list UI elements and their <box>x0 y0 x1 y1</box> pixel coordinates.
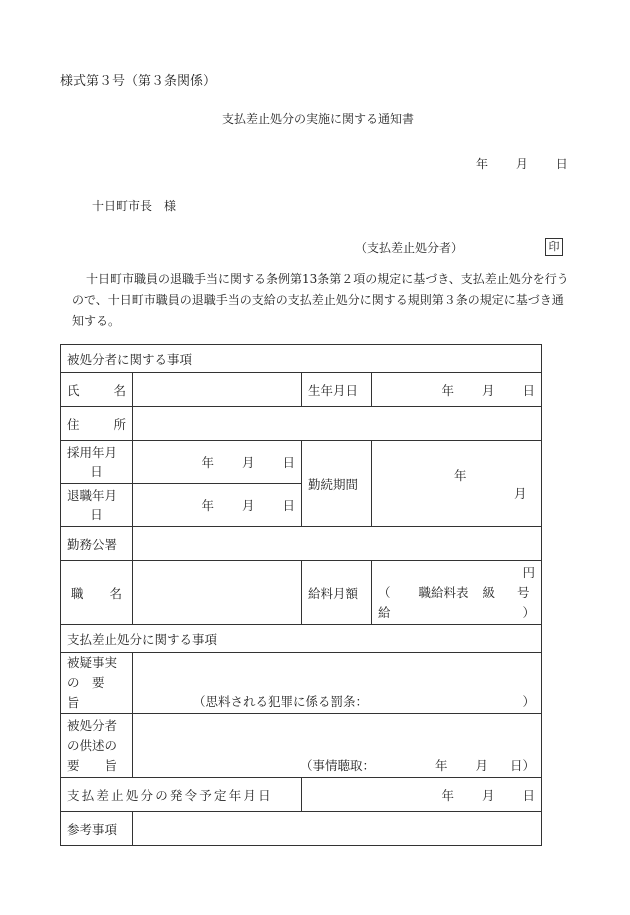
date-day: 日 <box>555 157 568 171</box>
section-subject-row <box>61 345 542 373</box>
workplace-label: 勤務公署 <box>61 527 133 561</box>
sender-label: （支払差止処分者） <box>355 241 464 255</box>
suspicion-field[interactable]: （思料される犯罪に係る罰条： ） <box>133 653 542 714</box>
position-field[interactable] <box>133 561 302 625</box>
service-period-field[interactable]: 年月 <box>372 441 542 527</box>
address-field[interactable] <box>133 407 542 441</box>
issue-date-row <box>61 778 542 812</box>
workplace-field[interactable] <box>133 527 542 561</box>
salary-label: 給料月額 <box>302 561 372 625</box>
suspicion-label: 被疑事実 の 要 旨 <box>61 653 133 714</box>
addressee: 十日町市長 様 <box>92 199 177 213</box>
birthdate-label: 生年月日 <box>302 373 372 407</box>
issue-date-field[interactable]: 年 月 日 <box>302 778 542 812</box>
address-label: 住 所 <box>61 407 133 441</box>
section-subject-heading: 被処分者に関する事項 <box>61 345 542 373</box>
remarks-label: 参考事項 <box>61 812 133 846</box>
workplace-row <box>61 527 542 561</box>
body-line: 知する。 <box>72 314 121 328</box>
issue-date-label: 支払差止処分の発令予定年月日 <box>61 778 302 812</box>
notice-form-table <box>60 344 542 846</box>
section-suspension-heading: 支払差止処分に関する事項 <box>61 625 542 653</box>
remarks-row <box>61 812 542 846</box>
statement-label: 被処分者 の供述の 要 旨 <box>61 714 133 778</box>
body-line: 十日町市職員の退職手当に関する条例第13条第２項の規定に基づき、支払差止処分を行う <box>86 272 569 286</box>
hire-date-row <box>61 441 542 484</box>
service-period-label: 勤続期間 <box>302 441 372 527</box>
document-title: 支払差止処分の実施に関する通知書 <box>222 112 415 126</box>
statement-row <box>61 714 542 778</box>
section-suspension-row <box>61 625 542 653</box>
name-field[interactable] <box>133 373 302 407</box>
position-row <box>61 561 542 625</box>
retire-date-label: 退職年月 日 <box>61 484 133 527</box>
address-row <box>61 407 542 441</box>
birthdate-field[interactable]: 年 月 日 <box>372 373 542 407</box>
name-row <box>61 373 542 407</box>
date-year: 年 <box>476 157 489 171</box>
seal-mark: 印 <box>545 238 563 256</box>
statement-field[interactable]: （事情聴取： 年 月 日） <box>133 714 542 778</box>
retire-date-field[interactable]: 年 月 日 <box>133 484 302 527</box>
salary-field[interactable]: 円 （ 職給料表 級 号 給 ） <box>372 561 542 625</box>
suspicion-row <box>61 653 542 714</box>
date-month: 月 <box>515 157 528 171</box>
position-label: 職 名 <box>61 561 133 625</box>
remarks-field[interactable] <box>133 812 542 846</box>
hire-date-label: 採用年月 日 <box>61 441 133 484</box>
document-date <box>476 155 568 172</box>
name-label: 氏 名 <box>61 373 133 407</box>
hire-date-field[interactable]: 年 月 日 <box>133 441 302 484</box>
body-line: ので、十日町市職員の退職手当の支給の支払差止処分に関する規則第３条の規定に基づき通 <box>72 293 564 307</box>
form-number: 様式第３号（第３条関係） <box>60 74 217 89</box>
